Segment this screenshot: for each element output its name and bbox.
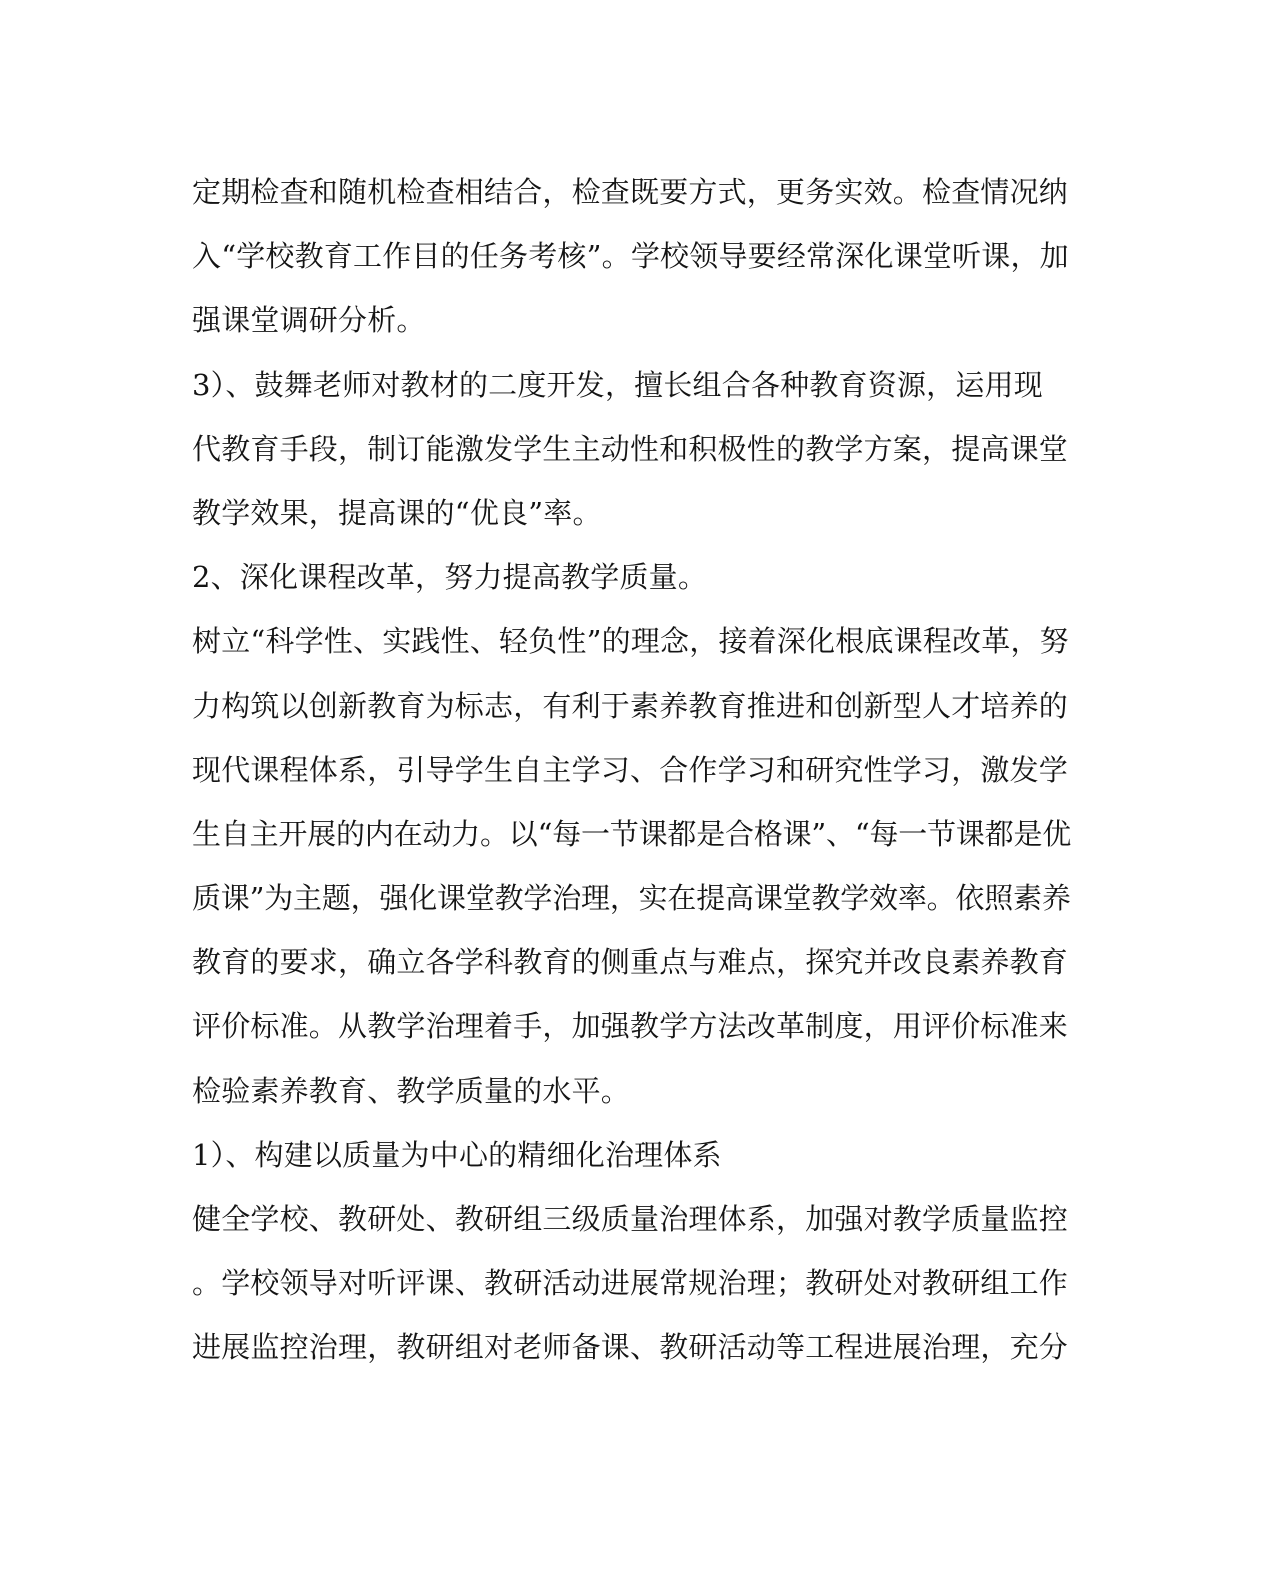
text-line: 生自主开展的内在动力。以“每一节课都是合格课”、“每一节课都是优 xyxy=(192,816,1072,851)
list-item-heading: 1）、构建以质量为中心的精细化治理体系 xyxy=(192,1137,722,1172)
text-line: 教学效果，提高课的“优良”率。 xyxy=(192,495,602,530)
text-line: 入“学校教育工作目的任务考核”。学校领导要经常深化课堂听课，加 xyxy=(192,239,1069,274)
text-line: 树立“科学性、实践性、轻负性”的理念，接着深化根底课程改革，努 xyxy=(192,624,1069,659)
text-line: 。学校领导对听评课、教研活动进展常规治理；教研处对教研组工作 xyxy=(192,1266,1069,1301)
text-line: 力构筑以创新教育为标志，有利于素养教育推进和创新型人才培养的 xyxy=(192,688,1069,723)
text-line: 健全学校、教研处、教研组三级质量治理体系，加强对教学质量监控 xyxy=(192,1202,1069,1236)
text-line: 检验素养教育、教学质量的水平。 xyxy=(192,1073,631,1108)
text-line: 强课堂调研分析。 xyxy=(192,303,426,338)
text-line: 评价标准。从教学治理着手，加强教学方法改革制度，用评价标准来 xyxy=(192,1009,1069,1044)
text-line: 教育的要求，确立各学科教育的侧重点与难点，探究并改良素养教育 xyxy=(192,945,1069,980)
text-line: 现代课程体系，引导学生自主学习、合作学习和研究性学习，激发学 xyxy=(192,752,1069,787)
text-line: 代教育手段，制订能激发学生主动性和积极性的教学方案，提高课堂 xyxy=(192,431,1069,466)
text-line: 质课”为主题，强化课堂教学治理，实在提高课堂教学效率。依照素养 xyxy=(192,881,1071,916)
text-line: 进展监控治理，教研组对老师备课、教研活动等工程进展治理，充分 xyxy=(192,1330,1069,1365)
section-heading: 2、深化课程改革，努力提高教学质量。 xyxy=(192,560,708,595)
text-line: 定期检查和随机检查相结合，检查既要方式，更务实效。检查情况纳 xyxy=(192,175,1069,209)
list-item-heading: 3）、鼓舞老师对教材的二度开发，擅长组合各种教育资源，运用现 xyxy=(192,367,1043,402)
document-body xyxy=(192,160,1072,1380)
